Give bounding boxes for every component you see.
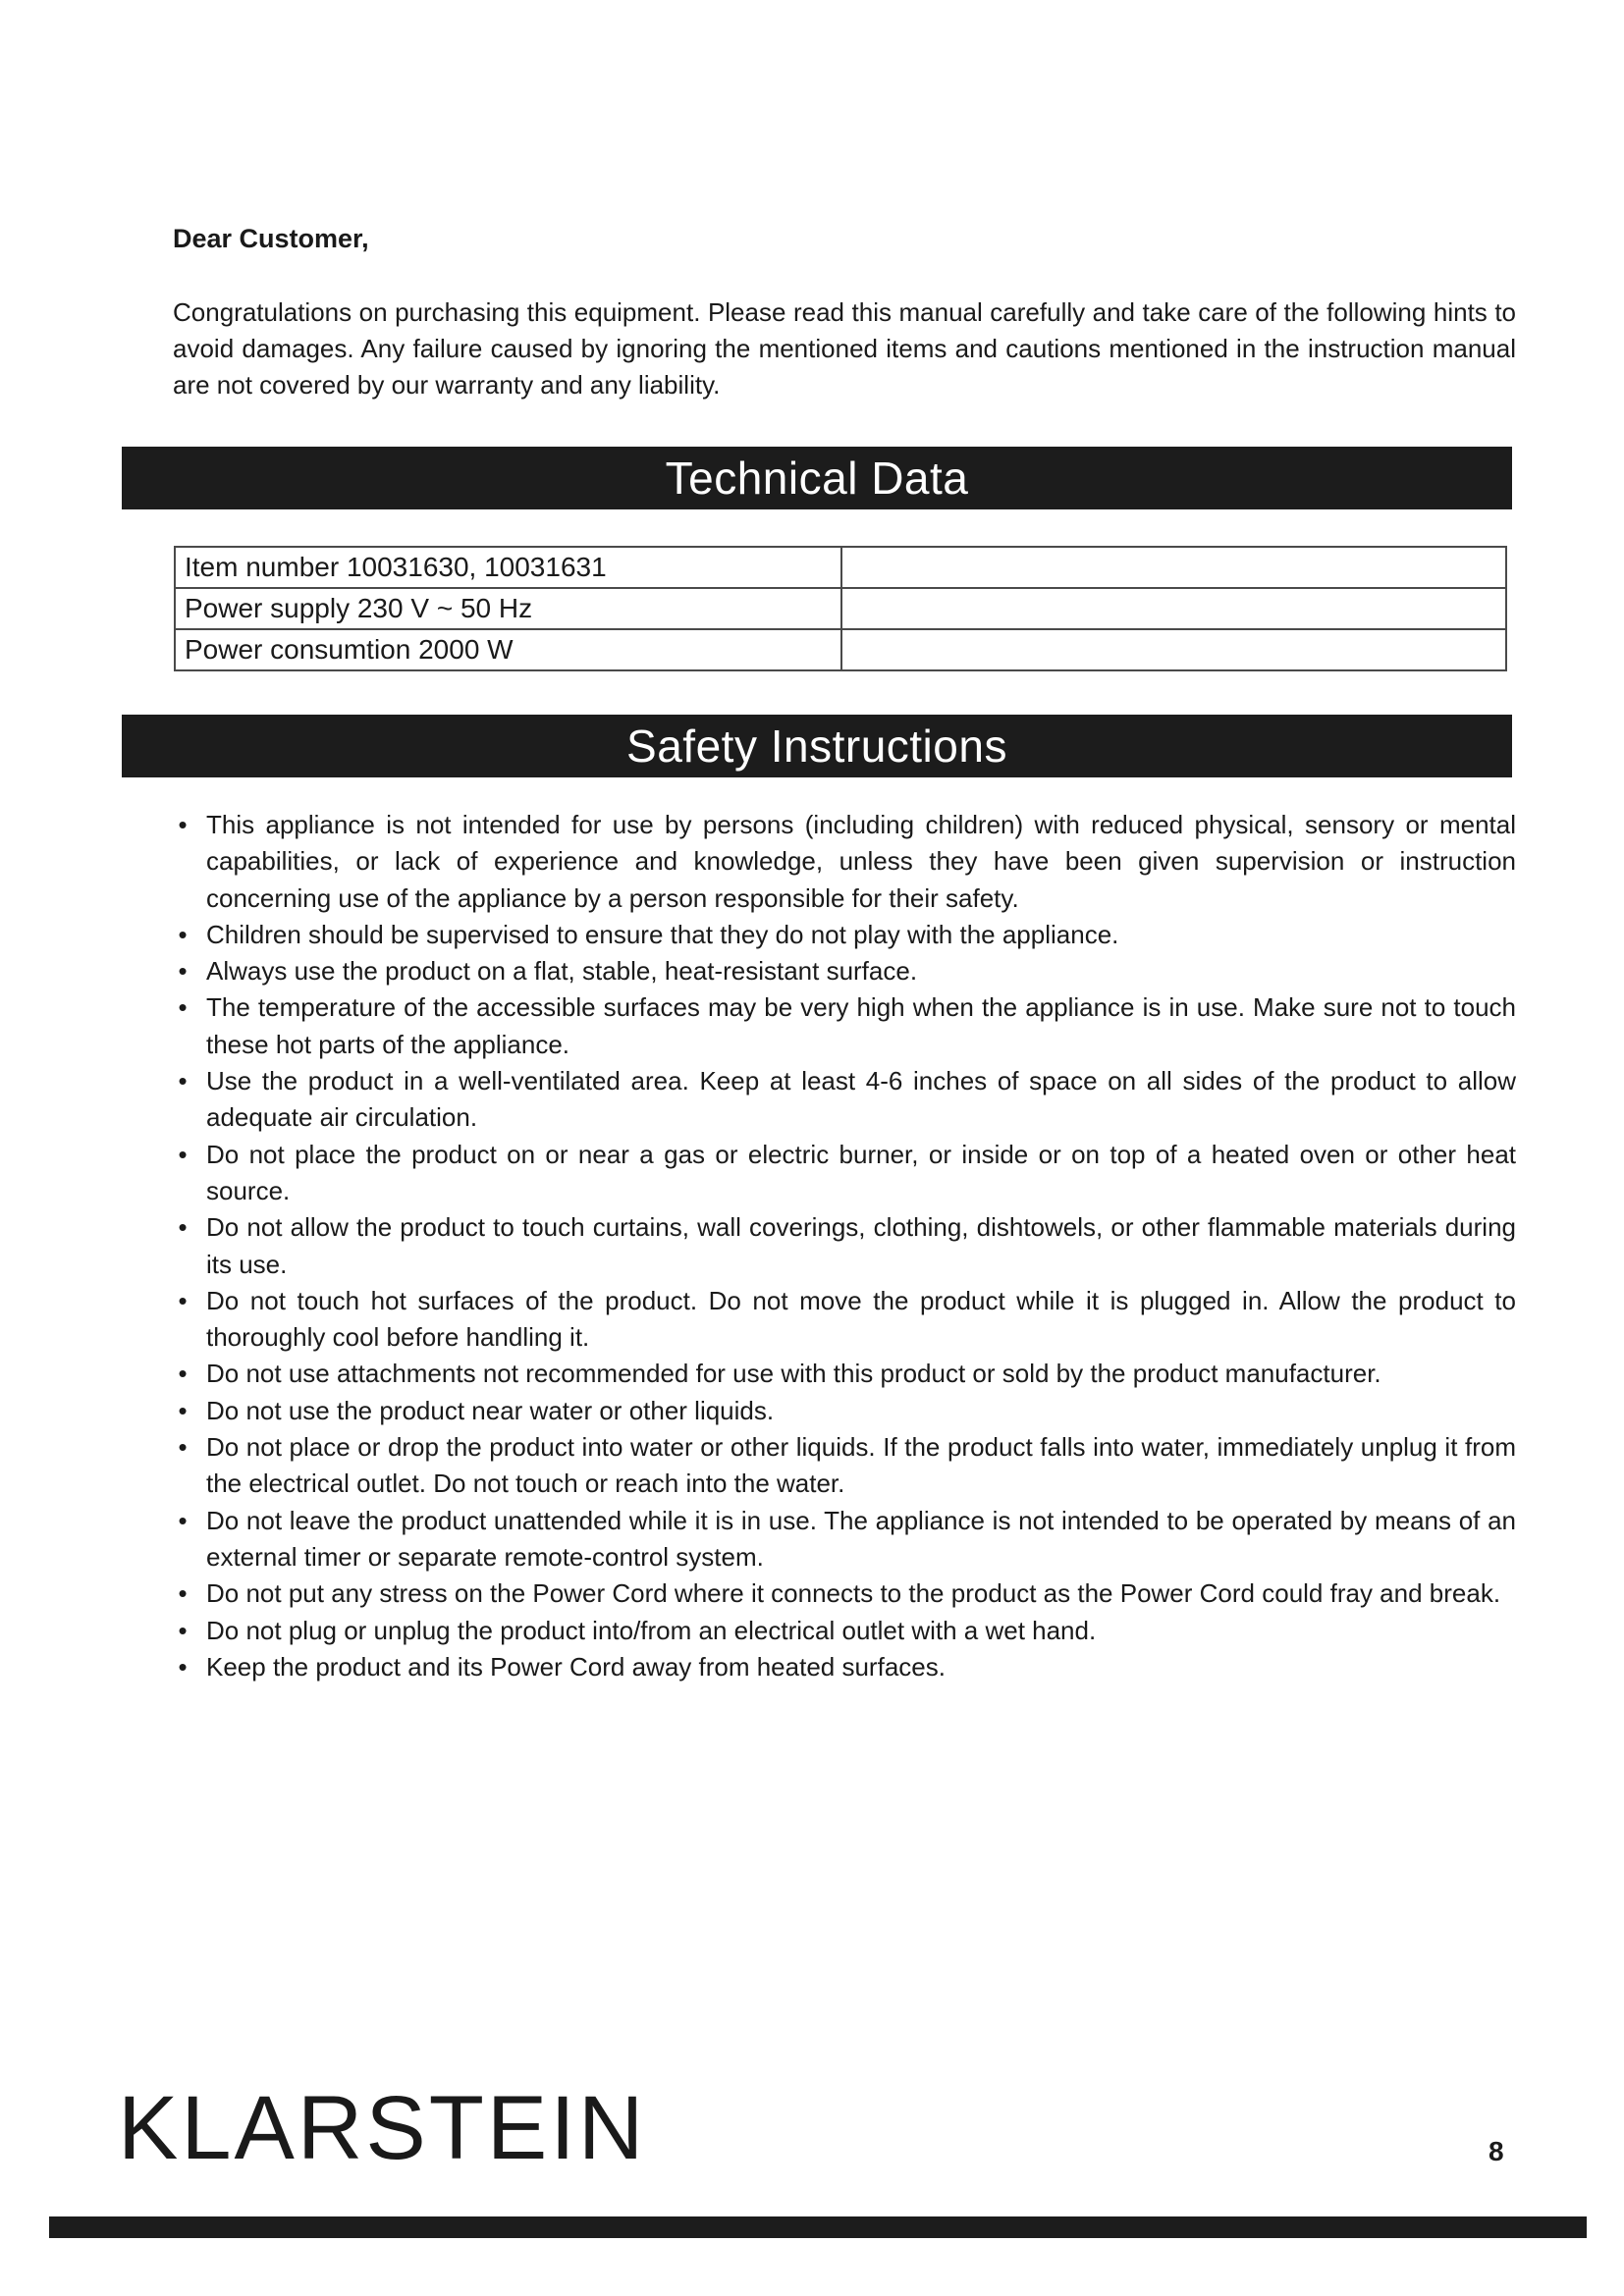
list-item	[173, 1613, 1516, 1649]
list-item	[173, 1137, 1516, 1210]
list-item	[173, 1649, 1516, 1685]
list-item-text: Children should be supervised to ensure that they do not play with the appliance.	[206, 919, 1119, 949]
bullet-icon: •	[178, 992, 188, 1023]
table-row	[175, 547, 1506, 588]
bullet-icon: •	[178, 1285, 188, 1315]
bullet-icon: •	[178, 810, 188, 839]
list-item	[173, 1503, 1516, 1576]
technical-data-heading: Technical Data	[122, 447, 1512, 509]
list-item	[173, 1575, 1516, 1612]
spec-item-number: Item number 10031630, 10031631	[175, 547, 841, 588]
list-item-text: Do not use attachments not recommended for use with this product or sold by the product manufacturer.	[206, 1359, 1381, 1389]
list-item-text: Do not place the product on or near a gas or electric burner, or inside or on top of a heated oven or other heat source.	[206, 1139, 1516, 1205]
bullet-icon: •	[178, 1139, 188, 1169]
list-item-text: Do not allow the product to touch curtains, wall coverings, clothing, dishtowels, or other flammable materials during its use.	[206, 1212, 1516, 1279]
list-item	[173, 1063, 1516, 1137]
brand-logo: KLARSTEIN	[118, 2078, 647, 2178]
list-item-text: This appliance is not intended for use by persons (including children) with reduced physical, sensory or mental capabilities, or lack of experience and knowledge, unless they have been given supervision or instruction concerning use of the appliance by a person responsible for their safety.	[206, 810, 1516, 913]
spec-power-consumption: Power consumtion 2000 W	[175, 629, 841, 670]
bullet-icon: •	[178, 1615, 188, 1645]
list-item-text: Do not put any stress on the Power Cord where it connects to the product as the Power Cord could fray and break.	[206, 1578, 1501, 1609]
intro-paragraph: Congratulations on purchasing this equipment. Please read this manual carefully and take care of the following hints to avoid damages. Any failure caused by ignoring the mentioned items and cautions mentioned in the instruction manual are not covered by our warranty and any liability.	[173, 297, 1516, 400]
bullet-icon: •	[178, 1359, 188, 1389]
list-item-text: Do not place or drop the product into water or other liquids. If the product falls into water, immediately unplug it from the electrical outlet. Do not touch or reach into the water.	[206, 1432, 1516, 1499]
technical-data-table	[174, 546, 1507, 671]
bullet-icon: •	[178, 1395, 188, 1425]
list-item	[173, 1283, 1516, 1357]
list-item	[173, 1209, 1516, 1283]
bullet-icon: •	[178, 1578, 188, 1609]
greeting: Dear Customer,	[173, 224, 369, 253]
list-item-text: Do not leave the product unattended while it is in use. The appliance is not intended to be operated by means of an external timer or separate remote-control system.	[206, 1505, 1516, 1572]
bullet-icon: •	[178, 1505, 188, 1535]
list-item	[173, 917, 1516, 953]
list-item-text: Do not touch hot surfaces of the product. Do not move the product while it is plugged in. Allow the product to thoroughly cool before handling it.	[206, 1285, 1516, 1353]
bullet-icon: •	[178, 1651, 188, 1682]
bullet-icon: •	[178, 919, 188, 949]
bullet-icon: •	[178, 1212, 188, 1243]
table-row	[175, 629, 1506, 670]
list-item-text: Always use the product on a flat, stable, heat-resistant surface.	[206, 956, 918, 987]
bullet-icon: •	[178, 956, 188, 987]
list-item-text: Use the product in a well-ventilated area. Keep at least 4-6 inches of space on all sides of the product to allow adequate air circulation.	[206, 1066, 1516, 1133]
list-item-text: Keep the product and its Power Cord away from heated surfaces.	[206, 1651, 946, 1682]
spec-power-supply: Power supply 230 V ~ 50 Hz	[175, 588, 841, 629]
spec-value-cell	[841, 588, 1506, 629]
list-item	[173, 989, 1516, 1063]
safety-instructions-list	[173, 807, 1516, 1685]
list-item	[173, 1393, 1516, 1429]
list-item-text: Do not use the product near water or other liquids.	[206, 1395, 775, 1425]
list-item	[173, 1356, 1516, 1392]
page-number: 8	[1489, 2136, 1504, 2166]
safety-instructions-heading: Safety Instructions	[122, 715, 1512, 777]
bullet-icon: •	[178, 1066, 188, 1096]
footer-divider	[49, 2216, 1587, 2238]
spec-value-cell	[841, 629, 1506, 670]
list-item	[173, 807, 1516, 917]
table-row	[175, 588, 1506, 629]
list-item-text: The temperature of the accessible surfaces may be very high when the appliance is in use. Make sure not to touch these hot parts of the appliance.	[206, 992, 1516, 1059]
list-item	[173, 1429, 1516, 1503]
bullet-icon: •	[178, 1432, 188, 1463]
list-item	[173, 953, 1516, 989]
spec-value-cell	[841, 547, 1506, 588]
list-item-text: Do not plug or unplug the product into/from an electrical outlet with a wet hand.	[206, 1615, 1097, 1645]
